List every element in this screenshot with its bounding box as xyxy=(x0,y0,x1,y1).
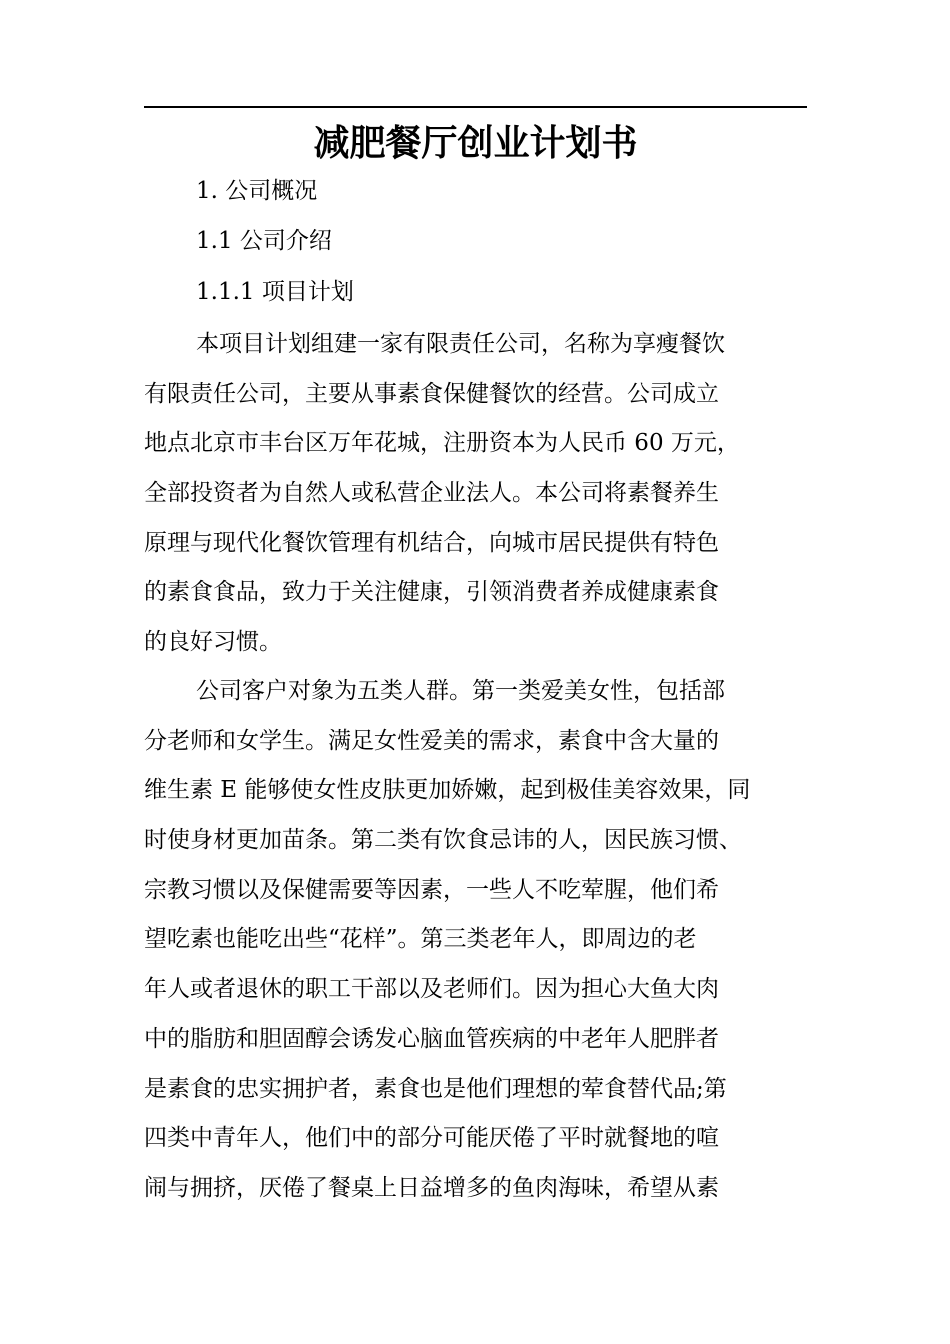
heading-company-overview: 1. 公司概况 xyxy=(196,178,318,204)
paragraph-line: 本项目计划组建一家有限责任公司，名称为享瘦餐饮 xyxy=(196,331,725,357)
paragraph-line: 是素食的忠实拥护者，素食也是他们理想的荤食替代品;第 xyxy=(144,1075,727,1102)
paragraph-line: 宗教习惯以及保健需要等因素，一些人不吃荤腥，他们希 xyxy=(144,876,719,903)
paragraph-line: 全部投资者为自然人或私营企业法人。本公司将素餐养生 xyxy=(144,480,719,507)
paragraph-line: 地点北京市丰台区万年花城，注册资本为人民币 60 万元， xyxy=(144,430,740,457)
paragraph-line: 年人或者退休的职工干部以及老师们。因为担心大鱼大肉 xyxy=(144,976,719,1003)
heading-company-intro: 1.1 公司介绍 xyxy=(196,228,332,254)
document-title: 减肥餐厅创业计划书 xyxy=(313,123,638,164)
paragraph-line: 有限责任公司，主要从事素食保健餐饮的经营。公司成立 xyxy=(144,380,719,407)
paragraph-line: 分老师和女学生。满足女性爱美的需求，素食中含大量的 xyxy=(144,727,719,754)
paragraph-line: 四类中青年人，他们中的部分可能厌倦了平时就餐地的喧 xyxy=(144,1125,719,1152)
paragraph-company-info xyxy=(144,320,807,668)
paragraph-line: 原理与现代化餐饮管理有机结合，向城市居民提供有特色 xyxy=(144,529,719,556)
paragraph-line: 维生素 E 能够使女性皮肤更加娇嫩，起到极佳美容效果，同 xyxy=(144,777,751,804)
paragraph-line: 的良好习惯。 xyxy=(144,629,282,656)
paragraph-line: 中的脂肪和胆固醇会诱发心脑血管疾病的中老年人肥胖者 xyxy=(144,1025,719,1052)
paragraph-line: 时使身材更加苗条。第二类有饮食忌讳的人，因民族习惯、 xyxy=(144,827,742,854)
paragraph-customer-groups xyxy=(144,667,807,1214)
paragraph-line: 的素食食品，致力于关注健康，引领消费者养成健康素食 xyxy=(144,579,719,606)
paragraph-line: 公司客户对象为五类人群。第一类爱美女性，包括部 xyxy=(196,678,725,704)
paragraph-line: 闹与拥挤，厌倦了餐桌上日益增多的鱼肉海味，希望从素 xyxy=(144,1174,719,1201)
header-rule xyxy=(144,106,807,108)
paragraph-line: 望吃素也能吃出些“花样”。第三类老年人，即周边的老 xyxy=(144,926,697,953)
heading-project-plan: 1.1.1 项目计划 xyxy=(196,279,354,305)
